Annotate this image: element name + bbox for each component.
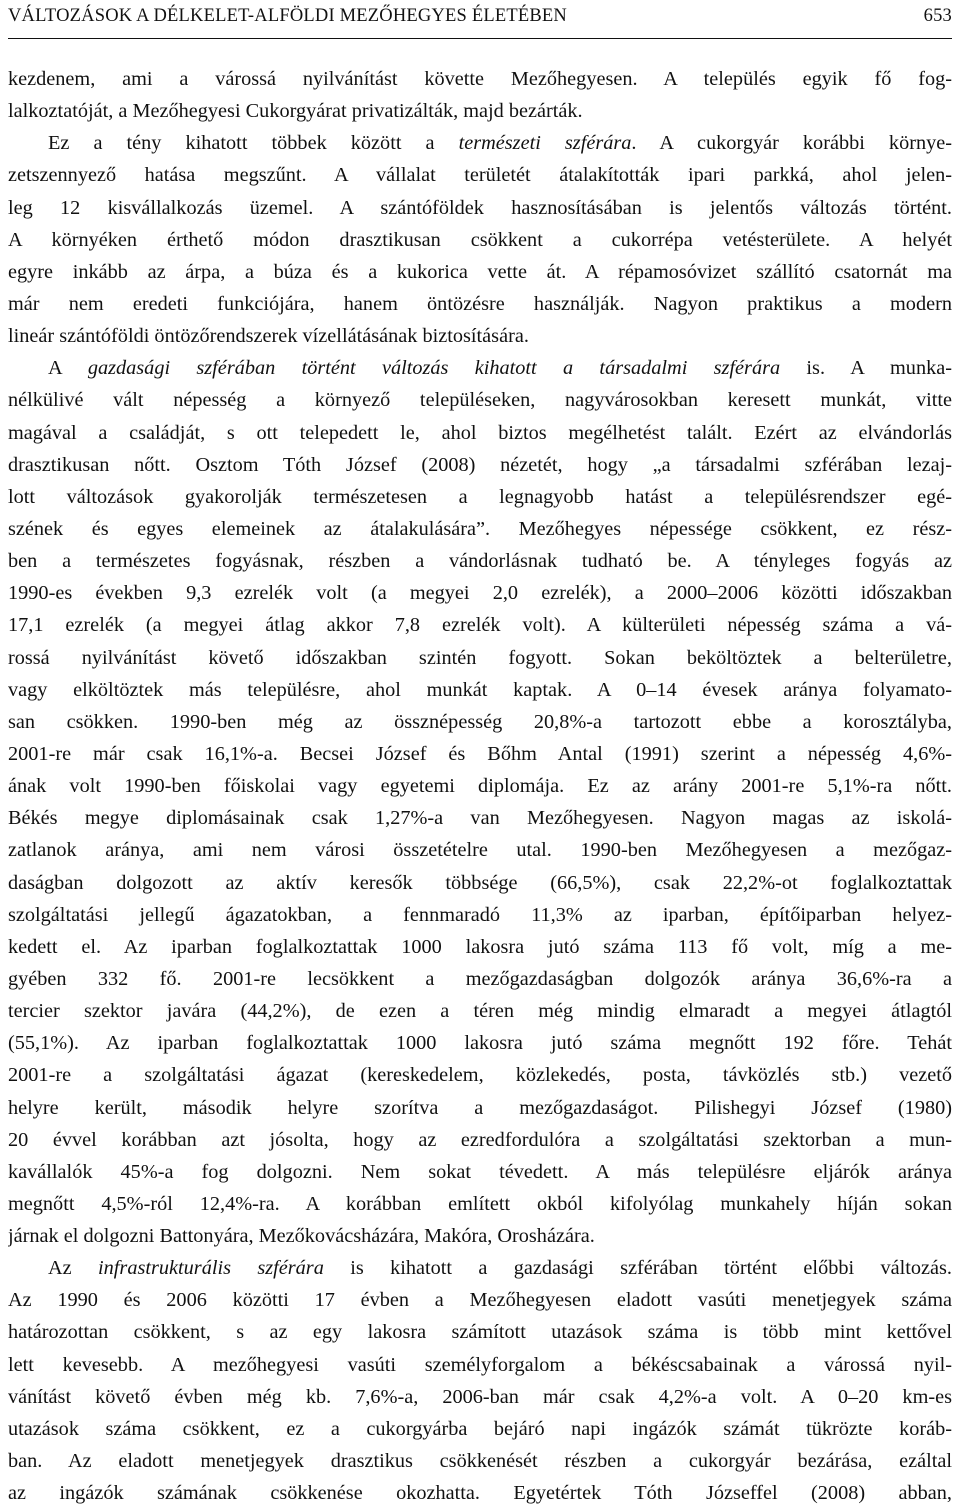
- text-segment: san csökken. 1990-ben még az össznépesség 20,8%-a tartozott ebbe a korosztályba,: [8, 710, 952, 733]
- text-segment: nélkülivé vált népesség a környező településeken, nagyvárosokban keresett munkát, vitte: [8, 389, 952, 412]
- text-segment: kezdenem, ami a várossá nyilvánítást követte Mezőhegyesen. A település egyik fő fog-: [8, 68, 952, 90]
- text-segment: (55,1%). Az iparban foglalkoztattak 1000 lakosra jutó száma megnőtt 192 főre. Tehát: [8, 1032, 952, 1055]
- text-segment: daságban dolgozott az aktív keresők többsége (66,5%), csak 22,2%-ot foglalkoztattak: [8, 871, 952, 894]
- header-rule: [8, 38, 952, 39]
- text-line: [8, 1284, 952, 1316]
- text-line: [8, 802, 952, 834]
- text-line: [8, 1445, 952, 1477]
- text-line: [8, 1252, 952, 1284]
- text-segment: A környéken érthető módon drasztikusan csökkent a cukorrépa vetésterülete. A helyét: [8, 228, 952, 251]
- text-segment: zatlanok aránya, ami nem városi összetételre utal. 1990-ben Mezőhegyesen a mezőgaz-: [8, 839, 952, 862]
- text-line: [8, 931, 952, 963]
- text-line: [8, 1413, 952, 1445]
- text-line: [8, 674, 952, 706]
- text-line: [8, 1092, 952, 1124]
- text-line: [8, 1316, 952, 1348]
- text-line: [8, 1156, 952, 1188]
- text-segment: kedett el. Az iparban foglalkoztattak 1000 lakosra jutó száma 113 fő volt, míg a me-: [8, 935, 952, 958]
- text-segment: Az 1990 és 2006 közötti 17 évben a Mezőhegyesen eladott vasúti menetjegyek száma: [8, 1289, 952, 1312]
- text-line: [8, 770, 952, 802]
- text-line: [8, 1188, 952, 1220]
- text-segment: egyre inkább az árpa, a búza és a kukorica vette át. A répamosóvizet szállító csatornát ma: [8, 260, 952, 283]
- text-segment: 17,1 ezrelék (a megyei átlag akkor 7,8 ezrelék volt). A külterületi népesség száma a vá-: [8, 614, 952, 637]
- text-segment: megnőtt 4,5%-ról 12,4%-ra. A korábban említett okból kifolyólag munkahely híján sokan: [8, 1192, 952, 1215]
- text-segment: Békés megye diplomásainak csak 1,27%-a van Mezőhegyesen. Nagyon magas az iskolá-: [8, 807, 952, 830]
- text-segment: 20 évvel korábban azt jósolta, hogy az ezredfordulóra a szolgáltatási szektorban a mun-: [8, 1128, 952, 1151]
- text-line: [8, 1059, 952, 1091]
- text-segment: ben a természetes fogyásnak, részben a vándorlásnak tudható be. A tényleges fogyás az: [8, 550, 952, 573]
- text-segment: A: [48, 357, 88, 380]
- text-segment: kavállalók 45%-a fog dolgozni. Nem sokat tévedett. A más településre eljárók aránya: [8, 1160, 952, 1183]
- italic-phrase: gazdasági szférában történt változás kihatott a társadalmi szférára: [87, 357, 781, 380]
- text-segment: már nem eredeti funkciójára, hanem öntözésre használják. Nagyon praktikus a modern: [8, 292, 952, 315]
- italic-phrase: infrastrukturális szférára: [98, 1257, 324, 1280]
- text-segment: határozottan csökkent, s az egy lakosra számított utazások száma is több mint kettővel: [8, 1321, 952, 1344]
- text-segment: lineár szántóföldi öntözőrendszerek vízellátásának biztosítására.: [8, 325, 529, 348]
- text-segment: leg 12 kisvállalkozás üzemel. A szántóföldek hasznosításában is jelentős változás történt.: [8, 196, 952, 219]
- text-line: [8, 192, 952, 224]
- text-segment: lalkoztatóját, a Mezőhegyesi Cukorgyárat privatizálták, majd bezárták.: [8, 100, 583, 123]
- text-segment: szének és egyes elemeinek az átalakulására”. Mezőhegyes népessége csökkent, ez rész-: [8, 517, 952, 540]
- text-segment: járnak el dolgozni Battonyára, Mezőkovácsházára, Makóra, Orosházára.: [8, 1225, 595, 1248]
- text-line: [8, 352, 952, 384]
- text-segment: utazások száma csökkent, ez a cukorgyárba bejáró napi ingázók számát tükrözte koráb-: [8, 1417, 952, 1440]
- text-line: [8, 995, 952, 1027]
- text-line: [8, 834, 952, 866]
- text-line: [8, 577, 952, 609]
- text-line: [8, 1381, 952, 1413]
- text-line: [8, 609, 952, 641]
- page-number: 653: [923, 6, 952, 26]
- text-line: [8, 1477, 952, 1509]
- text-segment: tercier szektor javára (44,2%), de ezen a téren még mindig elmaradt a megyei átlagtól: [8, 1000, 952, 1023]
- text-segment: Ez a tény kihatott többek között a: [48, 132, 459, 155]
- text-segment: az ingázók számának csökkenése okozhatta. Egyetértek Tóth Józseffel (2008) abban,: [8, 1482, 952, 1505]
- text-line: [8, 481, 952, 513]
- text-segment: 1990-es években 9,3 ezrelék volt (a megyei 2,0 ezrelék), a 2000–2006 közötti időszakban: [8, 582, 952, 605]
- text-segment: rossá nyilvánítást követő időszakban szintén fogyott. Sokan beköltöztek a belterületre,: [8, 646, 952, 669]
- text-line: [8, 127, 952, 159]
- text-line: [8, 288, 952, 320]
- text-line: [8, 417, 952, 449]
- text-segment: is. A munka-: [780, 357, 952, 380]
- text-line: [8, 63, 952, 95]
- text-line: [8, 545, 952, 577]
- body-text: [8, 63, 952, 1509]
- text-line: [8, 159, 952, 191]
- text-segment: lott változások gyakorolják természetesen a legnagyobb hatást a településrendszer egé-: [8, 485, 952, 508]
- text-segment: 2001-re a szolgáltatási ágazat (kereskedelem, közlekedés, posta, távközlés stb.) vezető: [8, 1064, 952, 1087]
- text-line: [8, 963, 952, 995]
- italic-phrase: természeti szférára: [458, 132, 632, 155]
- text-line: [8, 899, 952, 931]
- text-line: [8, 1220, 952, 1252]
- text-segment: ának volt 1990-ben főiskolai vagy egyetemi diplomája. Ez az arány 2001-re 5,1%-ra nőtt.: [8, 775, 952, 798]
- text-segment: is kihatott a gazdasági szférában történt előbbi változás.: [323, 1257, 952, 1280]
- text-line: [8, 738, 952, 770]
- document-page: [8, 0, 952, 1505]
- text-segment: zetszennyező hatása megszűnt. A vállalat területét átalakították ipari parkká, ahol jelen-: [8, 164, 952, 187]
- text-segment: gyében 332 fő. 2001-re lecsökkent a mezőgazdaságban dolgozók aránya 36,6%-ra a: [8, 967, 952, 990]
- text-line: [8, 449, 952, 481]
- text-line: [8, 320, 952, 352]
- text-line: [8, 224, 952, 256]
- text-segment: lett kevesebb. A mezőhegyesi vasúti személyforgalom a békéscsabainak a várossá nyil-: [8, 1353, 952, 1376]
- text-segment: ban. Az eladott menetjegyek drasztikus csökkenését részben a cukorgyár bezárása, ezáltal: [8, 1450, 952, 1473]
- text-line: [8, 95, 952, 127]
- text-segment: vagy elköltöztek más településre, ahol munkát kaptak. A 0–14 évesek aránya folyamato-: [8, 678, 952, 701]
- text-segment: Az: [48, 1257, 99, 1280]
- text-line: [8, 642, 952, 674]
- text-line: [8, 513, 952, 545]
- text-segment: magával a családját, s ott telepedett le, ahol biztos megélhetést talált. Ezért az elvándorlás: [8, 421, 952, 444]
- text-segment: helyre került, második helyre szorítva a mezőgazdaságot. Pilishegyi József (1980): [8, 1096, 952, 1119]
- text-line: [8, 1027, 952, 1059]
- text-segment: drasztikusan nőtt. Osztom Tóth József (2008) nézetét, hogy „a társadalmi szférában lezaj-: [8, 453, 952, 476]
- text-line: [8, 1124, 952, 1156]
- running-title: VÁLTOZÁSOK A DÉLKELET-ALFÖLDI MEZŐHEGYES ÉLETÉBEN: [8, 6, 567, 26]
- text-segment: vánítást követő évben még kb. 7,6%-a, 2006-ban már csak 4,2%-a volt. A 0–20 km-es: [8, 1385, 952, 1408]
- text-line: [8, 867, 952, 899]
- text-line: [8, 1349, 952, 1381]
- text-segment: szolgáltatási jellegű ágazatokban, a fennmaradó 11,3% az iparban, építőiparban helyez-: [8, 903, 952, 926]
- text-line: [8, 256, 952, 288]
- text-line: [8, 706, 952, 738]
- text-segment: . A cukorgyár korábbi környe-: [631, 132, 952, 155]
- running-header: [8, 2, 952, 32]
- text-segment: 2001-re már csak 16,1%-a. Becsei József és Bőhm Antal (1991) szerint a népesség 4,6%-: [8, 742, 952, 765]
- text-line: [8, 384, 952, 416]
